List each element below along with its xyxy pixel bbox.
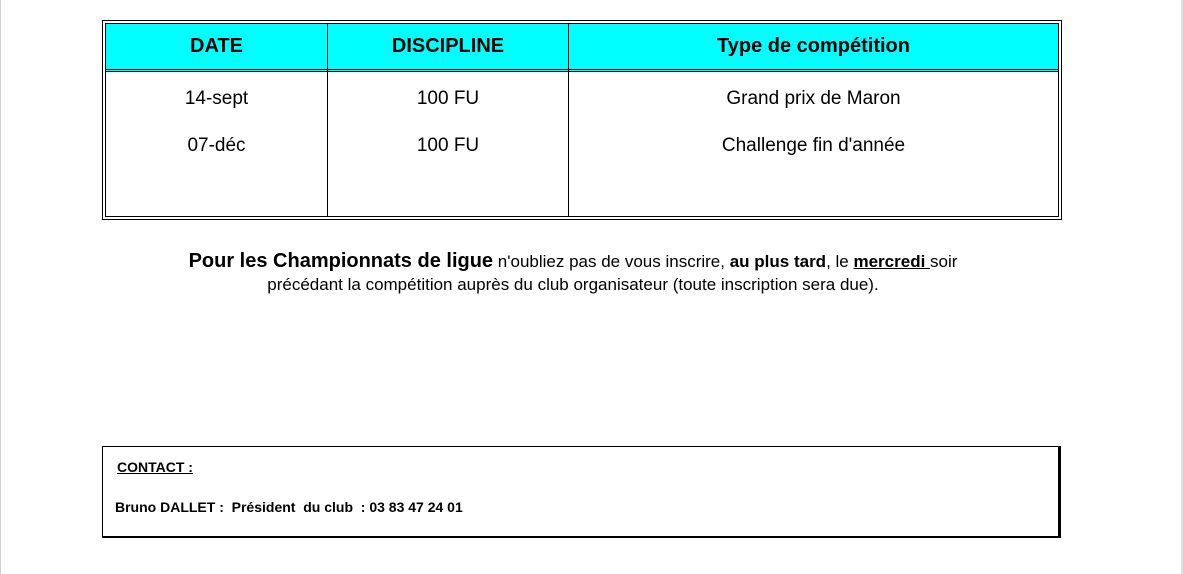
header-competition-type: Type de compétition bbox=[717, 35, 910, 57]
note-emphasis: au plus tard bbox=[729, 252, 827, 271]
competition-table bbox=[102, 20, 1062, 220]
note-lead: Pour les Championnats de ligue bbox=[188, 250, 494, 272]
cell-date: 07-déc bbox=[187, 135, 246, 156]
competition-table-inner bbox=[105, 23, 1059, 217]
cell-discipline: 100 FU bbox=[416, 88, 480, 109]
header-date: DATE bbox=[190, 35, 243, 57]
contact-box bbox=[102, 446, 1061, 538]
note-text: soir bbox=[930, 252, 958, 271]
cell-competition-type: Grand prix de Maron bbox=[726, 88, 901, 109]
note-day: mercredi bbox=[853, 252, 931, 271]
cell-discipline: 100 FU bbox=[416, 135, 480, 156]
note-line-1 bbox=[110, 250, 1036, 273]
note-text: n'oubliez pas de vous inscrire, bbox=[493, 252, 730, 271]
registration-note bbox=[110, 250, 1036, 296]
note-text: , le bbox=[826, 252, 854, 271]
header-discipline: DISCIPLINE bbox=[391, 35, 505, 57]
page-left-edge bbox=[0, 0, 1, 574]
note-line-2: précédant la compétition auprès du club organisateur (toute inscription sera due). bbox=[267, 275, 879, 294]
cell-competition-type: Challenge fin d'année bbox=[721, 135, 906, 156]
cell-date: 14-sept bbox=[184, 88, 249, 109]
contact-details: Bruno DALLET : Président du club : 03 83 47 24 01 bbox=[115, 499, 463, 515]
contact-title: CONTACT : bbox=[117, 459, 193, 475]
